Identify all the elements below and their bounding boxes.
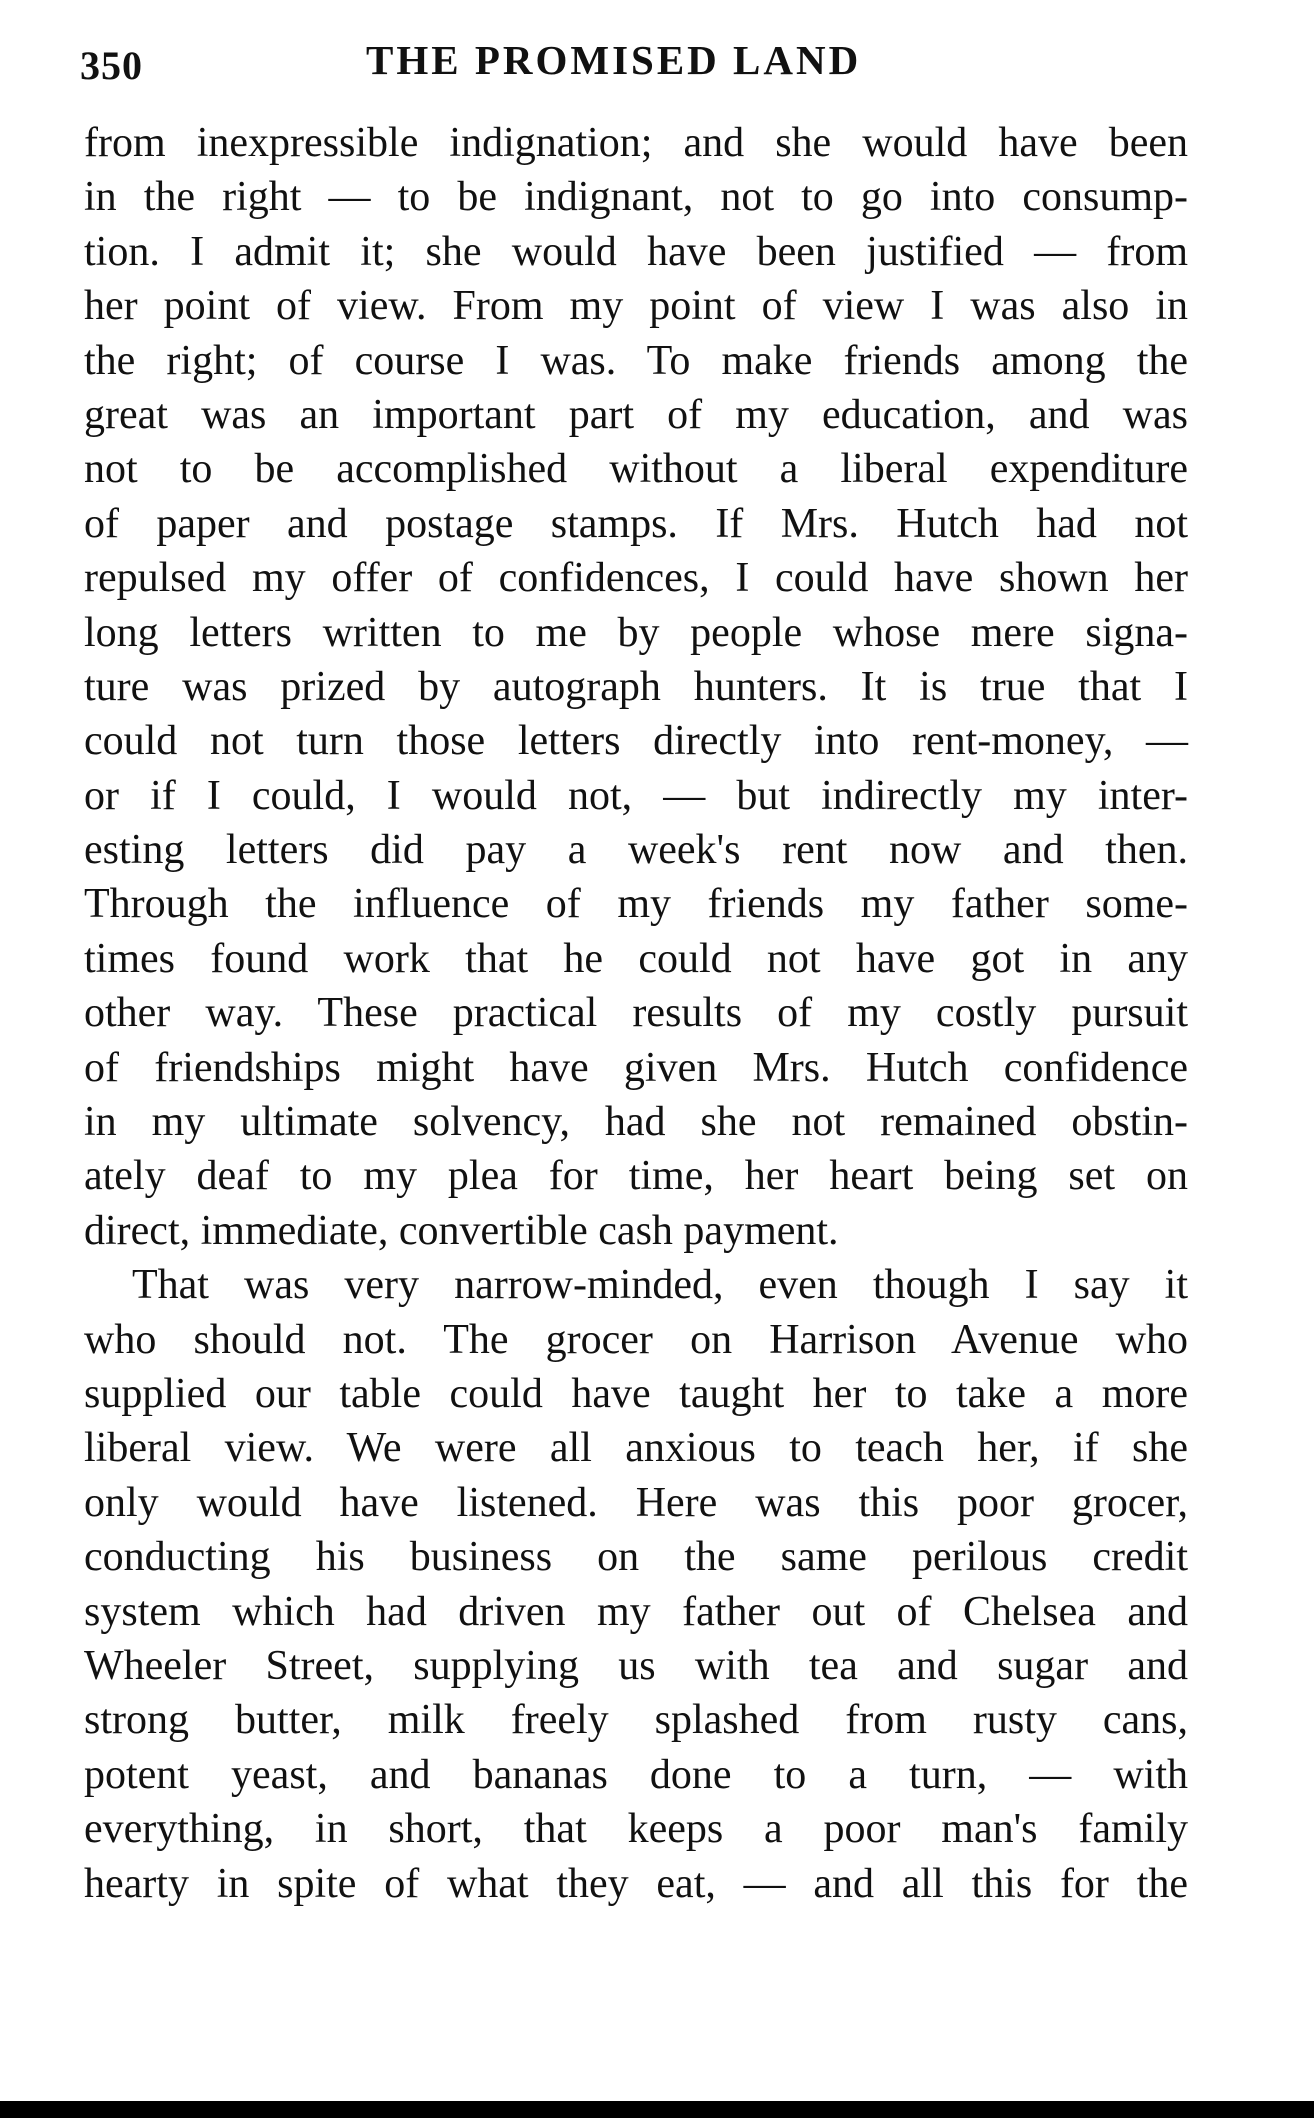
text-line: in the right — to be indignant, not to go into consump- [84,174,1188,221]
bottom-scan-edge [0,2101,1314,2118]
paragraph [84,116,1188,1258]
text-line: Through the influence of my friends my father some- [84,881,1188,928]
text-line: potent yeast, and bananas done to a turn, — with [84,1751,1188,1798]
text-line: only would have listened. Here was this poor grocer, [84,1479,1188,1526]
page-number: 350 [80,43,143,88]
text-line: strong butter, milk freely splashed from rusty cans, [84,1697,1188,1744]
text-line: supplied our table could have taught her to take a more [84,1370,1188,1417]
text-line: in my ultimate solvency, had she not remained obstin- [84,1099,1188,1146]
text-line: not to be accomplished without a liberal expenditure [84,446,1188,493]
paragraph [84,1258,1188,1911]
text-line: great was an important part of my education, and was [84,391,1188,438]
text-line: repulsed my offer of confidences, I could have shown her [84,555,1188,602]
text-line: everything, in short, that keeps a poor man's family [84,1806,1188,1853]
text-line: ture was prized by autograph hunters. It is true that I [84,663,1188,710]
text-line: direct, immediate, convertible cash payment. [84,1207,839,1254]
text-line: Wheeler Street, supplying us with tea and sugar and [84,1642,1188,1689]
text-line: hearty in spite of what they eat, — and all this for the [84,1860,1188,1907]
running-title: THE PROMISED LAND [366,37,862,83]
text-line: liberal view. We were all anxious to teach her, if she [84,1425,1188,1472]
text-line: That was very narrow-minded, even though I say it [132,1262,1188,1309]
text-line: the right; of course I was. To make friends among the [84,337,1188,384]
text-line: system which had driven my father out of Chelsea and [84,1588,1188,1635]
text-line: esting letters did pay a week's rent now and then. [84,827,1188,874]
body-text [84,116,1188,1911]
text-line: conducting his business on the same perilous credit [84,1534,1188,1581]
text-line: other way. These practical results of my costly pursuit [84,990,1188,1037]
text-line: or if I could, I would not, — but indirectly my inter- [84,772,1188,819]
text-line: tion. I admit it; she would have been justified — from [84,228,1188,275]
text-line: of friendships might have given Mrs. Hutch confidence [84,1044,1188,1091]
text-line: from inexpressible indignation; and she would have been [84,120,1188,166]
text-line: who should not. The grocer on Harrison Avenue who [84,1316,1188,1363]
text-line: of paper and postage stamps. If Mrs. Hutch had not [84,500,1188,547]
text-line: ately deaf to my plea for time, her heart being set on [84,1153,1188,1200]
text-line: long letters written to me by people whose mere signa- [84,609,1188,656]
text-line: her point of view. From my point of view I was also in [84,283,1188,330]
text-line: times found work that he could not have got in any [84,935,1188,982]
text-line: could not turn those letters directly into rent-money, — [84,718,1188,765]
